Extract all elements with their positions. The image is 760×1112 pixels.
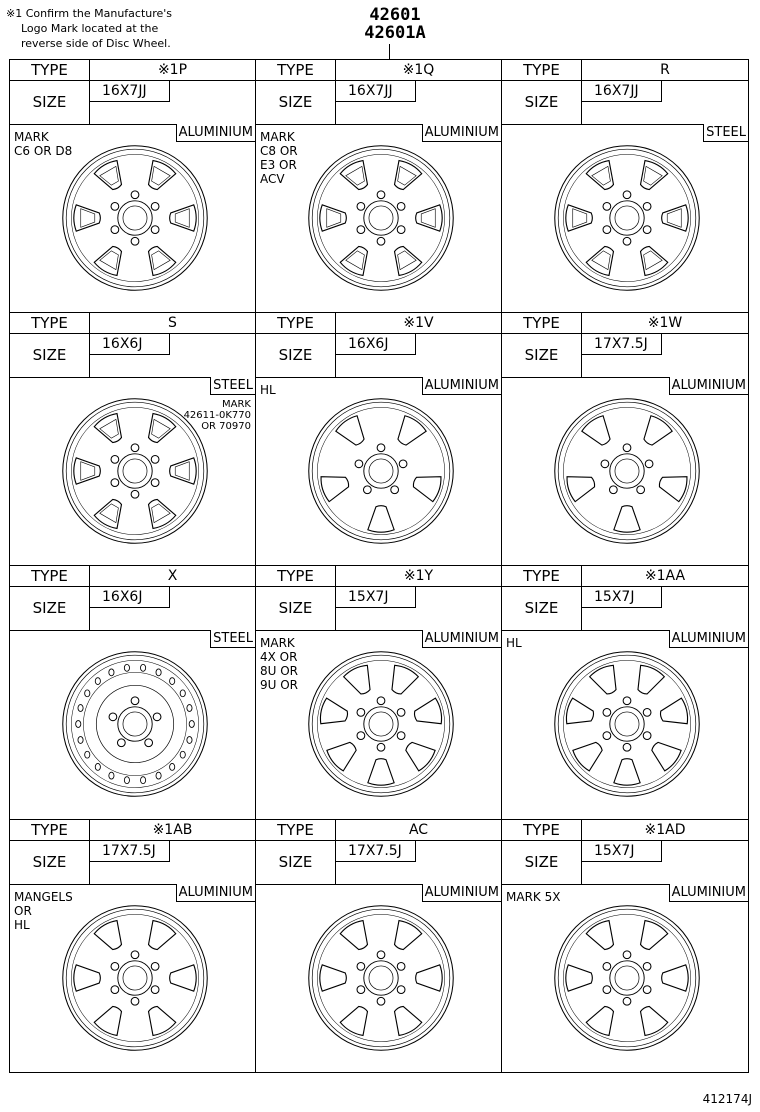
size-value: 17X7.5J: [582, 333, 662, 355]
material-label: ALUMINIUM: [669, 884, 748, 902]
size-value: 15X7J: [582, 840, 662, 862]
size-value: 16X7JJ: [336, 80, 416, 102]
mark-note: HL: [506, 636, 522, 650]
size-row: [256, 586, 501, 631]
wheel-cell: [256, 820, 502, 1072]
type-row: [256, 313, 501, 334]
type-value: S: [168, 315, 177, 331]
material-label: ALUMINIUM: [422, 630, 501, 648]
size-value: 16X7JJ: [90, 80, 170, 102]
wheel-cell: [502, 566, 748, 820]
size-value: 15X7J: [336, 586, 416, 608]
wheel-cell: [10, 313, 256, 566]
type-label: TYPE: [502, 566, 582, 586]
size-row: [10, 333, 255, 378]
mark-note: MANGELS OR HL: [14, 890, 73, 932]
size-label: SIZE: [10, 840, 90, 884]
wheel-cell: [256, 60, 502, 313]
wheel-drawing: [295, 638, 467, 810]
wheel-drawing: [295, 385, 467, 557]
type-value: ※1Y: [403, 568, 434, 584]
part-numbers: [340, 6, 450, 42]
note-line: Logo Mark located at the: [21, 22, 159, 35]
mark-note: MARK C8 OR E3 OR ACV: [260, 130, 298, 186]
type-row: [10, 566, 255, 587]
size-label: SIZE: [256, 80, 336, 124]
type-value: ※1V: [403, 315, 434, 331]
wheel-drawing: [49, 132, 221, 304]
material-label: ALUMINIUM: [176, 884, 255, 902]
material-label: ALUMINIUM: [422, 124, 501, 142]
size-row: [256, 333, 501, 378]
type-row: [256, 60, 501, 81]
wheel-cell: [10, 60, 256, 313]
type-label: TYPE: [256, 820, 336, 840]
size-value: 17X7.5J: [90, 840, 170, 862]
size-label: SIZE: [502, 840, 582, 884]
type-value: ※1Q: [402, 62, 435, 78]
wheel-drawing: [295, 132, 467, 304]
mark-note: MARK 5X: [506, 890, 561, 904]
material-label: ALUMINIUM: [669, 377, 748, 395]
material-label: STEEL: [210, 630, 255, 648]
wheel-drawing: [541, 892, 713, 1064]
size-value: 17X7.5J: [336, 840, 416, 862]
wheel-drawing: [49, 638, 221, 810]
material-label: STEEL: [210, 377, 255, 395]
size-label: SIZE: [256, 333, 336, 377]
type-label: TYPE: [256, 313, 336, 333]
size-row: [10, 80, 255, 125]
size-row: [256, 840, 501, 885]
type-label: TYPE: [502, 820, 582, 840]
type-label: TYPE: [10, 313, 90, 333]
size-label: SIZE: [502, 80, 582, 124]
size-value: 15X7J: [582, 586, 662, 608]
mark-note: HL: [260, 383, 276, 397]
wheel-drawing: [541, 132, 713, 304]
size-label: SIZE: [502, 333, 582, 377]
size-label: SIZE: [256, 586, 336, 630]
note-line: ※1 Confirm the Manufacture's: [6, 7, 173, 20]
type-value: ※1W: [647, 315, 683, 331]
type-label: TYPE: [10, 60, 90, 80]
size-label: SIZE: [502, 586, 582, 630]
material-label: ALUMINIUM: [422, 377, 501, 395]
material-label: ALUMINIUM: [422, 884, 501, 902]
type-row: [256, 566, 501, 587]
wheel-cell: [10, 820, 256, 1072]
size-value: 16X6J: [90, 333, 170, 355]
type-row: [502, 820, 748, 841]
wheel-drawing: [541, 385, 713, 557]
size-label: SIZE: [256, 840, 336, 884]
manufacturer-note: [6, 6, 172, 51]
type-row: [502, 60, 748, 81]
type-label: TYPE: [256, 60, 336, 80]
part-number: 42601: [369, 5, 421, 25]
type-row: [502, 566, 748, 587]
type-row: [10, 60, 255, 81]
size-label: SIZE: [10, 586, 90, 630]
type-value: R: [660, 62, 670, 78]
type-row: [256, 820, 501, 841]
wheel-drawing: [541, 638, 713, 810]
size-row: [256, 80, 501, 125]
leader-line: [389, 44, 390, 60]
size-row: [502, 840, 748, 885]
size-row: [502, 333, 748, 378]
mark-note: MARK 4X OR 8U OR 9U OR: [260, 636, 299, 692]
size-label: SIZE: [10, 80, 90, 124]
type-value: ※1AB: [152, 822, 193, 838]
size-value: 16X6J: [90, 586, 170, 608]
type-value: ※1AD: [644, 822, 686, 838]
type-row: [502, 313, 748, 334]
size-row: [10, 840, 255, 885]
type-value: AC: [408, 822, 429, 838]
size-row: [502, 586, 748, 631]
size-value: 16X6J: [336, 333, 416, 355]
size-row: [502, 80, 748, 125]
part-number: 42601A: [364, 23, 426, 43]
material-label: ALUMINIUM: [176, 124, 255, 142]
material-label: ALUMINIUM: [669, 630, 748, 648]
diagram-code: 412174J: [702, 1092, 752, 1106]
size-value: 16X7JJ: [582, 80, 662, 102]
type-label: TYPE: [502, 313, 582, 333]
wheel-cell: [256, 566, 502, 820]
type-label: TYPE: [502, 60, 582, 80]
material-label: STEEL: [703, 124, 748, 142]
wheel-cell: [10, 566, 256, 820]
wheel-cell: [256, 313, 502, 566]
type-value: ※1AA: [644, 568, 686, 584]
mark-note: MARK C6 OR D8: [14, 130, 73, 158]
wheel-drawing: [295, 892, 467, 1064]
wheel-drawing: [49, 892, 221, 1064]
type-row: [10, 820, 255, 841]
size-label: SIZE: [10, 333, 90, 377]
wheel-cell: [502, 820, 748, 1072]
mark-note: MARK 42611-0K770 OR 70970: [183, 399, 251, 432]
type-row: [10, 313, 255, 334]
size-row: [10, 586, 255, 631]
wheel-cell: [502, 60, 748, 313]
type-label: TYPE: [10, 566, 90, 586]
wheel-table: [9, 59, 749, 1073]
type-value: ※1P: [157, 62, 188, 78]
type-value: X: [167, 568, 178, 584]
type-label: TYPE: [10, 820, 90, 840]
type-label: TYPE: [256, 566, 336, 586]
wheel-cell: [502, 313, 748, 566]
note-line: reverse side of Disc Wheel.: [21, 37, 171, 50]
